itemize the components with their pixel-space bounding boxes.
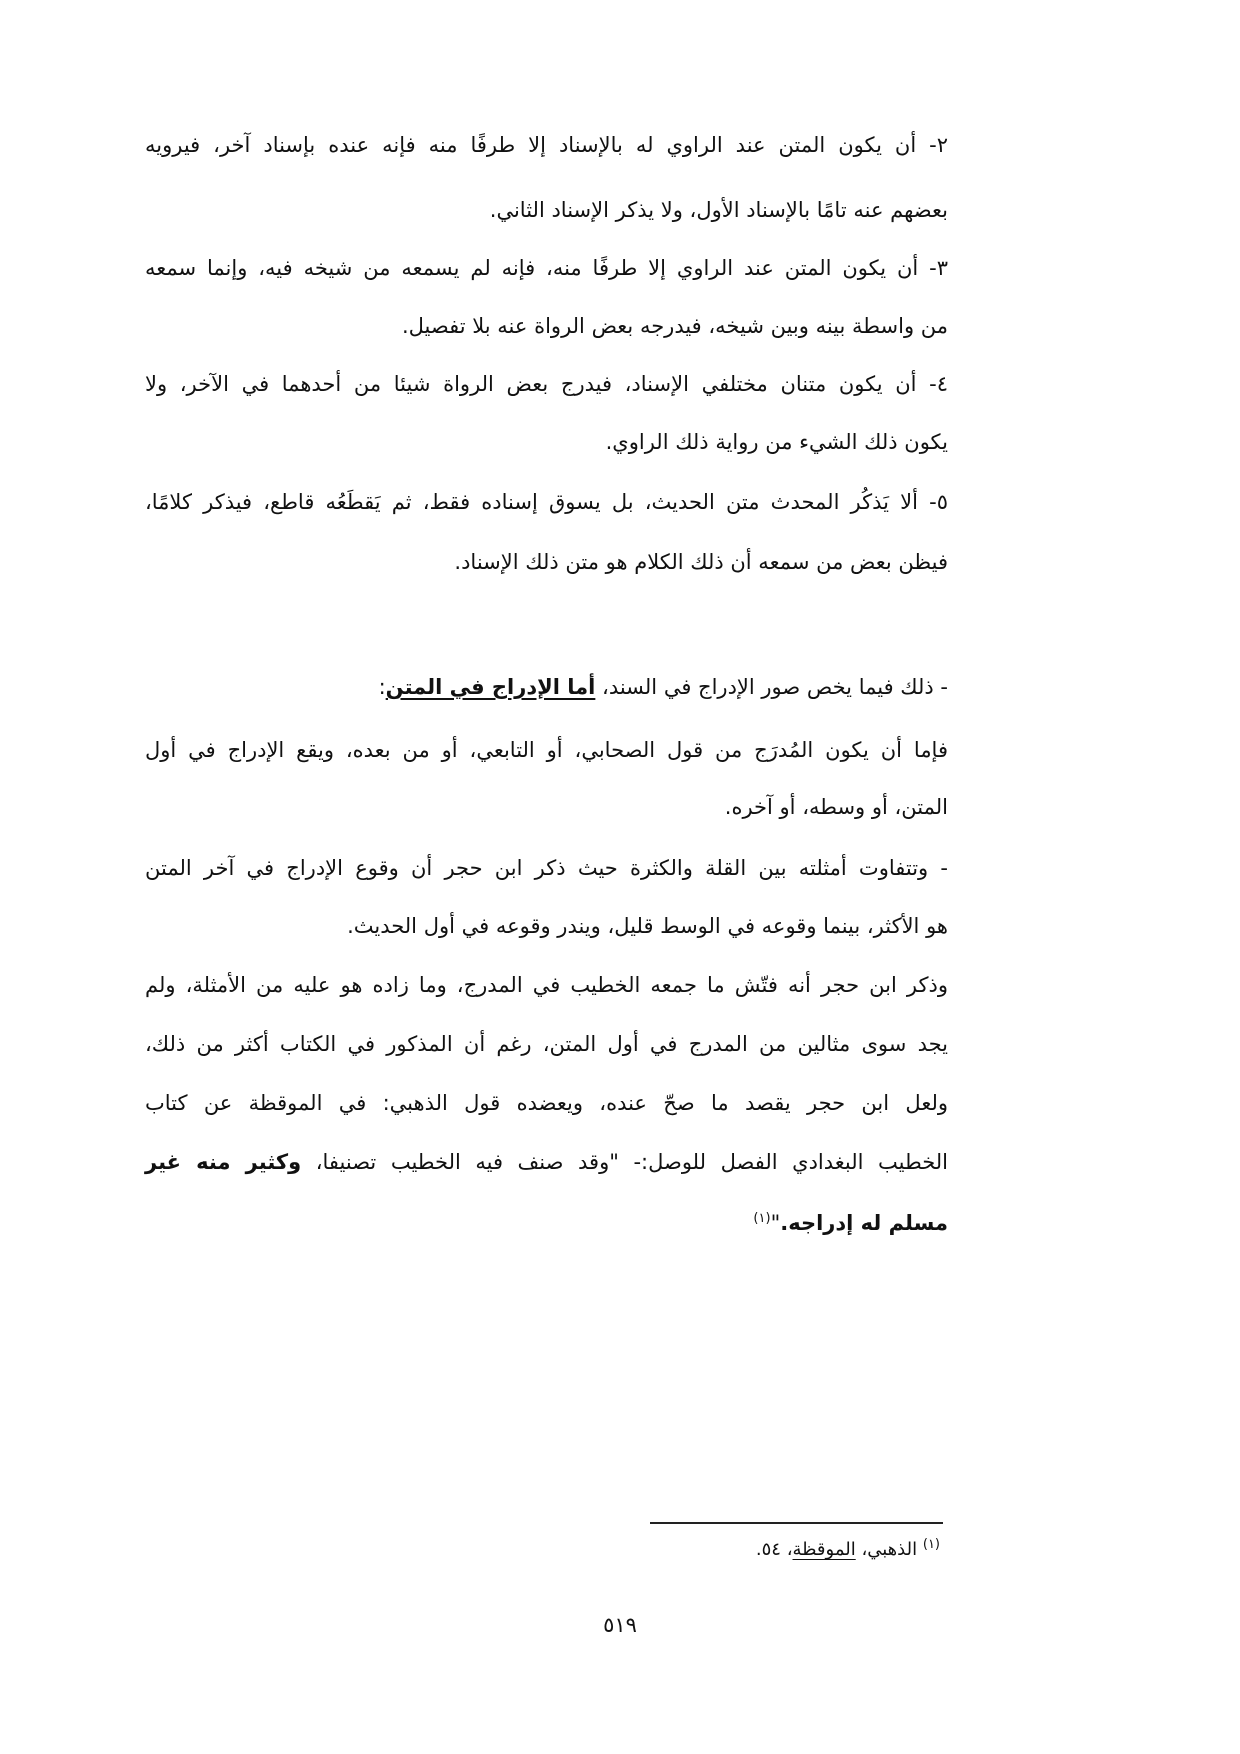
paragraph-3-line-5-bold: مسلم له إدراجه. (780, 1211, 948, 1235)
paragraph-1-line-1: فإما أن يكون المُدرَج من قول الصحابي، أو التابعي، أو من بعده، ويقع الإدراج في أول (145, 738, 948, 762)
paragraph-2-line-2: هو الأكثر، بينما وقوعه في الوسط قليل، ويندر وقوعه في أول الحديث. (347, 914, 948, 938)
paragraph-3-line-4 (145, 1147, 948, 1177)
section-intro-text: - ذلك فيما يخص صور الإدراج في السند، (595, 675, 948, 699)
list-item-4-line-1: ٤- أن يكون متنان مختلفي الإسناد، فيدرج بعض الرواة شيئا من أحدهما في الآخر، ولا (145, 372, 948, 396)
paragraph-3-line-2: يجد سوى مثالين من المدرج في أول المتن، رغم أن المذكور في الكتاب أكثر من ذلك، (145, 1032, 948, 1056)
footnote-reference[interactable]: (١) (753, 1211, 771, 1226)
list-item-3-line-1: ٣- أن يكون المتن عند الراوي إلا طرفًا منه، فإنه لم يسمعه من شيخه فيه، وإنما سمعه (145, 256, 948, 280)
paragraph-3-line-4-text: الخطيب البغدادي الفصل للوصل:- "وقد صنف فيه الخطيب تصنيفا، (301, 1150, 949, 1174)
paragraph-3-line-5 (753, 1208, 948, 1238)
footnote-book-title: الموقظة (792, 1539, 856, 1560)
section-heading: أما الإدراج في المتن (385, 675, 596, 699)
footnote-author: الذهبي، (855, 1539, 918, 1560)
list-item-3-line-2: من واسطة بينه وبين شيخه، فيدرجه بعض الرواة عنه بلا تفصيل. (401, 314, 948, 338)
page-number: ٥١٩ (603, 1613, 637, 1637)
paragraph-3-line-3: ولعل ابن حجر يقصد ما صحّ عنده، ويعضده قول الذهبي: في الموقظة عن كتاب (145, 1091, 948, 1115)
list-item-2-line-2: بعضهم عنه تامًا بالإسناد الأول، ولا يذكر الإسناد الثاني. (489, 198, 948, 222)
list-item-5-line-1: ٥- ألا يَذكُر المحدث متن الحديث، بل يسوق إسناده فقط، ثم يَقطَعُه قاطع، فيذكر كلامًا، (145, 490, 948, 514)
footnote-marker: (١) (922, 1537, 940, 1552)
list-item-4-line-2: يكون ذلك الشيء من رواية ذلك الراوي. (605, 430, 948, 454)
paragraph-3-line-4-bold: وكثير منه غير (145, 1150, 302, 1174)
list-item-5-line-2: فيظن بعض من سمعه أن ذلك الكلام هو متن ذلك الإسناد. (454, 550, 948, 574)
list-item-2-line-1: ٢- أن يكون المتن عند الراوي له بالإسناد إلا طرفًا منه فإنه عنده بإسناد آخر، فيرويه (145, 133, 948, 157)
paragraph-1-line-2: المتن، أو وسطه، أو آخره. (724, 795, 948, 819)
footnote-1 (756, 1537, 940, 1563)
footnote-page-ref: ، ٥٤. (755, 1539, 793, 1560)
paragraph-3-line-1: وذكر ابن حجر أنه فتّش ما جمعه الخطيب في المدرج، وما زاده هو عليه من الأمثلة، ولم (145, 973, 948, 997)
section-heading-colon: : (378, 675, 386, 699)
closing-quote: " (770, 1211, 781, 1235)
paragraph-2-line-1: - وتتفاوت أمثلته بين القلة والكثرة حيث ذكر ابن حجر أن وقوع الإدراج في آخر المتن (145, 856, 948, 880)
footnote-separator (650, 1522, 943, 1524)
section-heading-line (379, 672, 948, 702)
